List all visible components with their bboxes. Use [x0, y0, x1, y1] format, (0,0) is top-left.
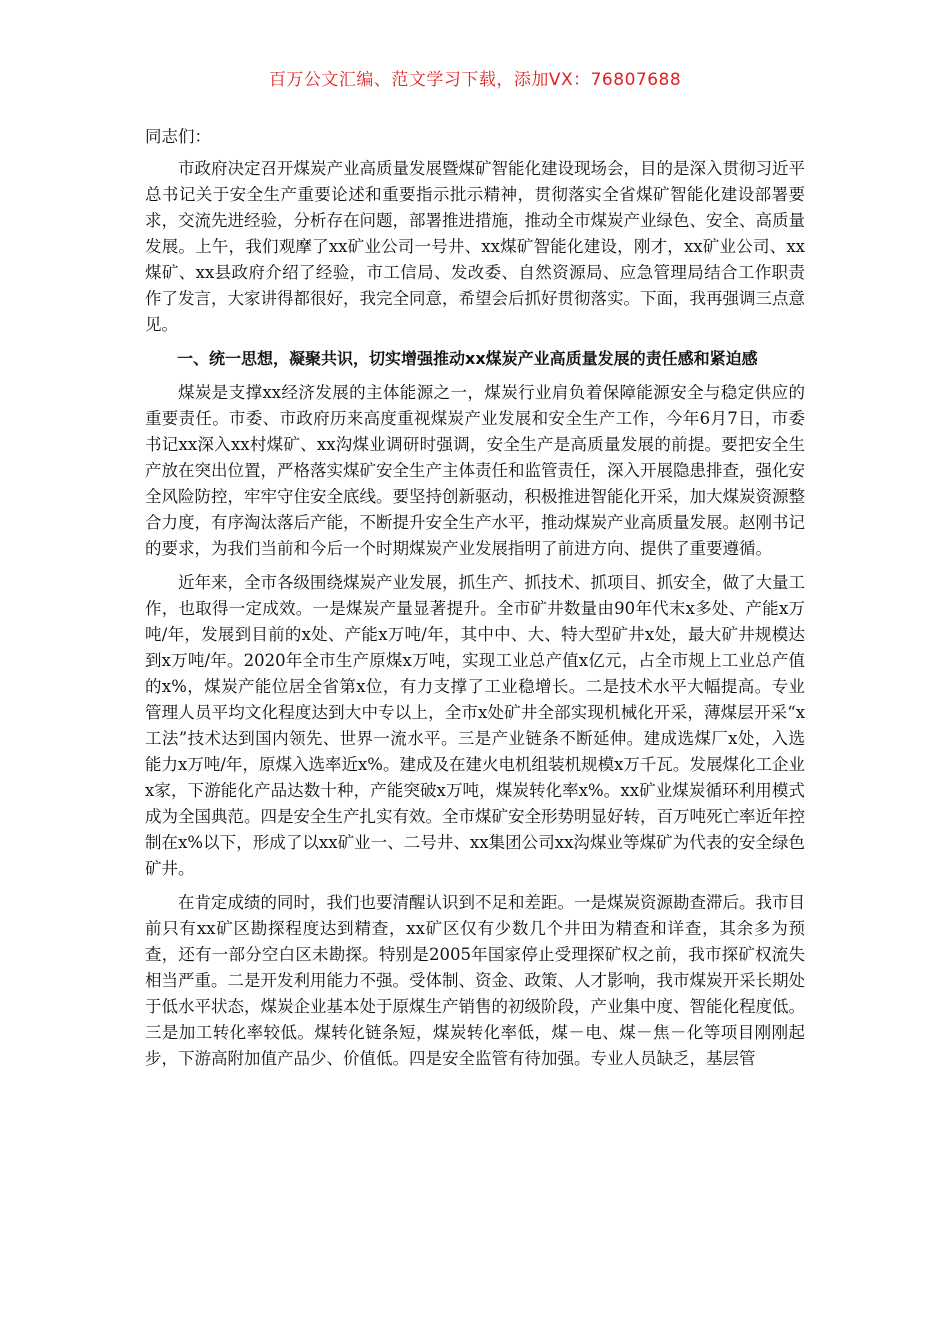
paragraph-intro: 市政府决定召开煤炭产业高质量发展暨煤矿智能化建设现场会，目的是深入贯彻习近平总书记关于安全生产重要论述和重要指示批示精神，贯彻落实全省煤矿智能化建设部署要求，交流先进经验，分析存在问题，部署推进措施，推动全市煤炭产业绿色、安全、高质量发展。上午，我们观摩了xx矿业公司一号井、xx煤矿智能化建设，刚才，xx矿业公司、xx煤矿、xx县政府介绍了经验，市工信局、发改委、自然资源局、应急管理局结合工作职责作了发言，大家讲得都很好，我完全同意，希望会后抓好贯彻落实。下面，我再强调三点意见。: [145, 159, 805, 334]
salutation: 同志们：: [145, 127, 211, 146]
paragraph-coal-importance: 煤炭是支撑xx经济发展的主体能源之一，煤炭行业肩负着保障能源安全与稳定供应的重要责任。市委、市政府历来高度重视煤炭产业发展和安全生产工作，今年6月7日，市委书记xx深入xx村煤矿、xx沟煤业调研时强调，安全生产是高质量发展的前提。要把安全生产放在突出位置，严格落实煤矿安全生产主体责任和监管责任，深入开展隐患排查，强化安全风险防控，牢牢守住安全底线。要坚持创新驱动，积极推进智能化开采，加大煤炭资源整合力度，有序淘汰落后产能，不断提升安全生产水平，推动煤炭产业高质量发展。赵刚书记的要求，为我们当前和今后一个时期煤炭产业发展指明了前进方向、提供了重要遵循。: [145, 383, 805, 558]
paragraph-shortcomings: 在肯定成绩的同时，我们也要清醒认识到不足和差距。一是煤炭资源勘查滞后。我市目前只有xx矿区勘探程度达到精查，xx矿区仅有少数几个井田为精查和详查，其余多为预查，还有一部分空白区未勘探。特别是2005年国家停止受理探矿权之前，我市探矿权流失相当严重。二是开发利用能力不强。受体制、资金、政策、人才影响，我市煤炭开采长期处于低水平状态，煤炭企业基本处于原煤生产销售的初级阶段，产业集中度、智能化程度低。三是加工转化率较低。煤转化链条短，煤炭转化率低，煤－电、煤－焦－化等项目刚刚起步，下游高附加值产品少、价值低。四是安全监管有待加强。专业人员缺乏，基层管: [145, 893, 805, 1068]
paragraph-achievements: 近年来，全市各级围绕煤炭产业发展，抓生产、抓技术、抓项目、抓安全，做了大量工作，也取得一定成效。一是煤炭产量显著提升。全市矿井数量由90年代末x多处、产能x万吨/年，发展到目前的x处、产能x万吨/年，其中中、大、特大型矿井x处，最大矿井规模达到x万吨/年。2020年全市生产原煤x万吨，实现工业总产值x亿元，占全市规上工业总产值的x%，煤炭产能位居全省第x位，有力支撑了工业稳增长。二是技术水平大幅提高。专业管理人员平均文化程度达到大中专以上，全市x处矿井全部实现机械化开采，薄煤层开采“x工法”技术达到国内领先、世界一流水平。三是产业链条不断延伸。建成选煤厂x处，入选能力x万吨/年，原煤入选率近x%。建成及在建火电机组装机规模x万千瓦。发展煤化工企业x家，下游能化产品达数十种，产能突破x万吨，煤炭转化率x%。xx矿业煤炭循环利用模式成为全国典范。四是安全生产扎实有效。全市煤矿安全形势明显好转，百万吨死亡率近年控制在x%以下，形成了以xx矿业一、二号井、xx集团公司xx沟煤业等煤矿为代表的安全绿色矿井。: [145, 573, 805, 878]
document-body: [145, 124, 805, 1080]
watermark-banner: 百万公文汇编、范文学习下载，添加VX：76807688: [268, 70, 682, 90]
section-heading-1: 一、统一思想，凝聚共识，切实增强推动xx煤炭产业高质量发展的责任感和紧迫感: [177, 349, 758, 368]
